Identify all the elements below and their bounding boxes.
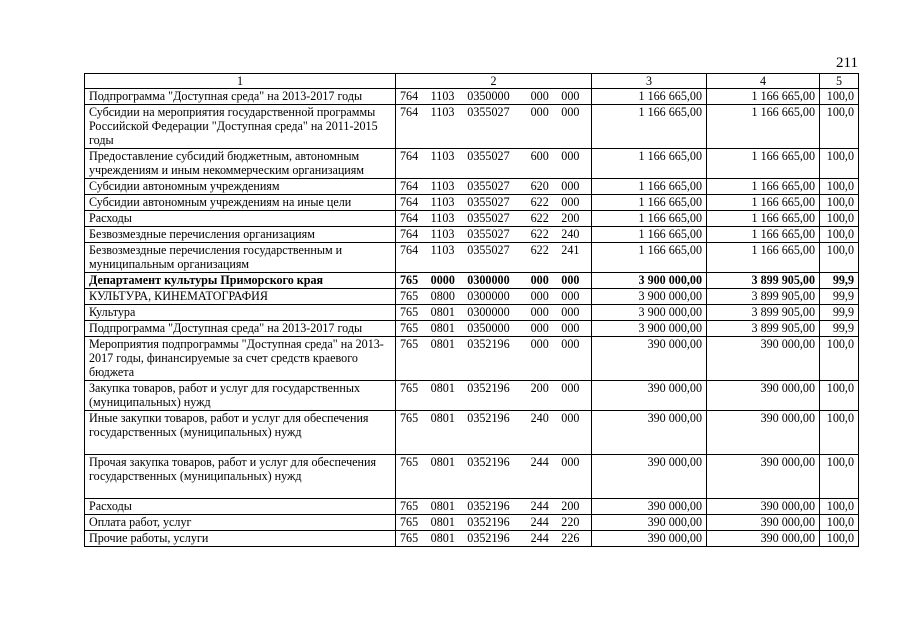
row-code-cell bbox=[396, 289, 592, 305]
table-row bbox=[85, 211, 859, 227]
percent-cell: 100,0 bbox=[820, 195, 859, 211]
code-c4: 620 bbox=[530, 179, 549, 193]
code-c5: 000 bbox=[561, 305, 580, 319]
code-c4: 000 bbox=[530, 105, 549, 119]
amount-executed-cell: 3 899 905,00 bbox=[707, 273, 820, 289]
table-row bbox=[85, 515, 859, 531]
code-c3: 0352196 bbox=[467, 337, 510, 351]
table-row bbox=[85, 337, 859, 381]
percent-cell: 100,0 bbox=[820, 211, 859, 227]
row-name-cell: Субсидии на мероприятия государственной программы Российской Федерации "Доступная среда" на 2011-2015 годы bbox=[85, 105, 396, 149]
code-c2: 0801 bbox=[430, 381, 455, 395]
percent-cell: 100,0 bbox=[820, 499, 859, 515]
amount-planned-cell: 1 166 665,00 bbox=[592, 211, 707, 227]
code-c1: 765 bbox=[400, 321, 419, 335]
amount-planned-cell: 3 900 000,00 bbox=[592, 289, 707, 305]
row-code-cell bbox=[396, 337, 592, 381]
code-c1: 764 bbox=[400, 195, 419, 209]
code-c2: 1103 bbox=[430, 179, 455, 193]
code-c3: 0352196 bbox=[467, 455, 510, 469]
code-c5: 000 bbox=[561, 149, 580, 163]
table-row bbox=[85, 273, 859, 289]
amount-planned-cell: 1 166 665,00 bbox=[592, 227, 707, 243]
code-c4: 000 bbox=[530, 289, 549, 303]
code-c3: 0350000 bbox=[467, 321, 510, 335]
amount-executed-cell: 3 899 905,00 bbox=[707, 289, 820, 305]
code-c4: 244 bbox=[530, 455, 549, 469]
code-c4: 600 bbox=[530, 149, 549, 163]
code-c5: 241 bbox=[561, 243, 580, 257]
amount-executed-cell: 3 899 905,00 bbox=[707, 321, 820, 337]
budget-table bbox=[84, 73, 859, 547]
percent-cell: 99,9 bbox=[820, 321, 859, 337]
amount-executed-cell: 1 166 665,00 bbox=[707, 243, 820, 273]
amount-executed-cell: 1 166 665,00 bbox=[707, 149, 820, 179]
row-code-cell bbox=[396, 227, 592, 243]
code-c3: 0352196 bbox=[467, 515, 510, 529]
amount-executed-cell: 3 899 905,00 bbox=[707, 305, 820, 321]
code-c3: 0352196 bbox=[467, 381, 510, 395]
row-code-cell bbox=[396, 381, 592, 411]
code-c2: 1103 bbox=[430, 227, 455, 241]
row-code-cell bbox=[396, 321, 592, 337]
code-c1: 765 bbox=[400, 289, 419, 303]
percent-cell: 100,0 bbox=[820, 381, 859, 411]
code-c4: 622 bbox=[530, 227, 549, 241]
row-name-cell: Безвозмездные перечисления организациям bbox=[85, 227, 396, 243]
table-row bbox=[85, 105, 859, 149]
percent-cell: 100,0 bbox=[820, 515, 859, 531]
code-c1: 765 bbox=[400, 381, 419, 395]
code-c1: 765 bbox=[400, 305, 419, 319]
table-row bbox=[85, 321, 859, 337]
code-c1: 765 bbox=[400, 515, 419, 529]
table-row bbox=[85, 149, 859, 179]
code-c5: 200 bbox=[561, 499, 580, 513]
code-c2: 0000 bbox=[430, 273, 455, 287]
row-name-cell: Иные закупки товаров, работ и услуг для обеспечения государственных (муниципальных) нужд bbox=[85, 411, 396, 455]
code-c5: 226 bbox=[561, 531, 580, 545]
code-c5: 000 bbox=[561, 455, 580, 469]
code-c5: 000 bbox=[561, 89, 580, 103]
code-c2: 0801 bbox=[430, 499, 455, 513]
row-code-cell bbox=[396, 195, 592, 211]
code-c1: 765 bbox=[400, 531, 419, 545]
code-c1: 764 bbox=[400, 211, 419, 225]
code-c4: 000 bbox=[530, 89, 549, 103]
header-cell-5: 5 bbox=[820, 74, 859, 89]
code-c4: 000 bbox=[530, 273, 549, 287]
code-c3: 0355027 bbox=[467, 105, 510, 119]
row-code-cell bbox=[396, 105, 592, 149]
code-c3: 0352196 bbox=[467, 411, 510, 425]
amount-planned-cell: 390 000,00 bbox=[592, 515, 707, 531]
code-c3: 0300000 bbox=[467, 273, 510, 287]
code-c2: 0801 bbox=[430, 455, 455, 469]
amount-planned-cell: 390 000,00 bbox=[592, 411, 707, 455]
table-row bbox=[85, 243, 859, 273]
header-cell-1: 1 bbox=[85, 74, 396, 89]
code-c3: 0355027 bbox=[467, 211, 510, 225]
code-c5: 200 bbox=[561, 211, 580, 225]
amount-executed-cell: 390 000,00 bbox=[707, 515, 820, 531]
table-row bbox=[85, 411, 859, 455]
percent-cell: 100,0 bbox=[820, 89, 859, 105]
percent-cell: 99,9 bbox=[820, 289, 859, 305]
percent-cell: 100,0 bbox=[820, 411, 859, 455]
row-code-cell bbox=[396, 499, 592, 515]
code-c2: 1103 bbox=[430, 149, 455, 163]
amount-executed-cell: 1 166 665,00 bbox=[707, 89, 820, 105]
code-c5: 000 bbox=[561, 337, 580, 351]
code-c2: 0801 bbox=[430, 337, 455, 351]
row-name-cell: Оплата работ, услуг bbox=[85, 515, 396, 531]
code-c3: 0352196 bbox=[467, 499, 510, 513]
percent-cell: 99,9 bbox=[820, 305, 859, 321]
row-code-cell bbox=[396, 149, 592, 179]
code-c5: 000 bbox=[561, 411, 580, 425]
code-c4: 622 bbox=[530, 211, 549, 225]
code-c5: 000 bbox=[561, 321, 580, 335]
table-row bbox=[85, 195, 859, 211]
code-c1: 765 bbox=[400, 337, 419, 351]
row-name-cell: Субсидии автономным учреждениям bbox=[85, 179, 396, 195]
amount-executed-cell: 390 000,00 bbox=[707, 499, 820, 515]
code-c3: 0355027 bbox=[467, 179, 510, 193]
code-c2: 0801 bbox=[430, 321, 455, 335]
code-c4: 200 bbox=[530, 381, 549, 395]
code-c3: 0355027 bbox=[467, 195, 510, 209]
row-code-cell bbox=[396, 89, 592, 105]
row-code-cell bbox=[396, 179, 592, 195]
code-c3: 0355027 bbox=[467, 243, 510, 257]
amount-planned-cell: 390 000,00 bbox=[592, 381, 707, 411]
amount-executed-cell: 390 000,00 bbox=[707, 381, 820, 411]
row-code-cell bbox=[396, 411, 592, 455]
code-c3: 0300000 bbox=[467, 305, 510, 319]
code-c5: 000 bbox=[561, 381, 580, 395]
amount-planned-cell: 1 166 665,00 bbox=[592, 195, 707, 211]
amount-planned-cell: 390 000,00 bbox=[592, 531, 707, 547]
row-name-cell: Департамент культуры Приморского края bbox=[85, 273, 396, 289]
code-c4: 240 bbox=[530, 411, 549, 425]
table-body bbox=[85, 74, 859, 547]
amount-executed-cell: 1 166 665,00 bbox=[707, 105, 820, 149]
amount-planned-cell: 390 000,00 bbox=[592, 337, 707, 381]
code-c2: 0801 bbox=[430, 515, 455, 529]
code-c4: 000 bbox=[530, 337, 549, 351]
code-c3: 0355027 bbox=[467, 149, 510, 163]
table-row bbox=[85, 381, 859, 411]
header-cell-4: 4 bbox=[707, 74, 820, 89]
table-row bbox=[85, 531, 859, 547]
row-code-cell bbox=[396, 273, 592, 289]
code-c1: 765 bbox=[400, 499, 419, 513]
code-c5: 000 bbox=[561, 195, 580, 209]
table-row bbox=[85, 179, 859, 195]
code-c4: 622 bbox=[530, 243, 549, 257]
percent-cell: 100,0 bbox=[820, 455, 859, 499]
row-name-cell: Предоставление субсидий бюджетным, автономным учреждениям и иным некоммерческим организациям bbox=[85, 149, 396, 179]
amount-planned-cell: 1 166 665,00 bbox=[592, 243, 707, 273]
row-name-cell: Мероприятия подпрограммы "Доступная среда" на 2013-2017 годы, финансируемые за счет средств краевого бюджета bbox=[85, 337, 396, 381]
code-c4: 622 bbox=[530, 195, 549, 209]
percent-cell: 100,0 bbox=[820, 337, 859, 381]
row-code-cell bbox=[396, 515, 592, 531]
code-c4: 000 bbox=[530, 305, 549, 319]
amount-planned-cell: 390 000,00 bbox=[592, 455, 707, 499]
code-c1: 765 bbox=[400, 273, 419, 287]
row-name-cell: Безвозмездные перечисления государственным и муниципальным организациям bbox=[85, 243, 396, 273]
amount-executed-cell: 390 000,00 bbox=[707, 411, 820, 455]
amount-executed-cell: 390 000,00 bbox=[707, 455, 820, 499]
amount-executed-cell: 390 000,00 bbox=[707, 337, 820, 381]
table-row bbox=[85, 455, 859, 499]
row-name-cell: Прочая закупка товаров, работ и услуг для обеспечения государственных (муниципальных) нужд bbox=[85, 455, 396, 499]
code-c2: 1103 bbox=[430, 105, 455, 119]
code-c2: 0800 bbox=[430, 289, 455, 303]
code-c4: 244 bbox=[530, 499, 549, 513]
row-name-cell: Культура bbox=[85, 305, 396, 321]
row-code-cell bbox=[396, 531, 592, 547]
row-name-cell: Расходы bbox=[85, 499, 396, 515]
row-name-cell: Субсидии автономным учреждениям на иные цели bbox=[85, 195, 396, 211]
page-number: 211 bbox=[836, 55, 858, 71]
code-c1: 764 bbox=[400, 105, 419, 119]
table-row bbox=[85, 289, 859, 305]
percent-cell: 99,9 bbox=[820, 273, 859, 289]
row-code-cell bbox=[396, 305, 592, 321]
code-c4: 244 bbox=[530, 515, 549, 529]
code-c2: 1103 bbox=[430, 211, 455, 225]
code-c2: 0801 bbox=[430, 411, 455, 425]
amount-planned-cell: 1 166 665,00 bbox=[592, 149, 707, 179]
code-c1: 764 bbox=[400, 179, 419, 193]
header-cell-3: 3 bbox=[592, 74, 707, 89]
row-name-cell: Прочие работы, услуги bbox=[85, 531, 396, 547]
table-row bbox=[85, 305, 859, 321]
table-row bbox=[85, 227, 859, 243]
table-row bbox=[85, 89, 859, 105]
row-name-cell: Расходы bbox=[85, 211, 396, 227]
code-c3: 0350000 bbox=[467, 89, 510, 103]
row-name-cell: КУЛЬТУРА, КИНЕМАТОГРАФИЯ bbox=[85, 289, 396, 305]
row-name-cell: Закупка товаров, работ и услуг для государственных (муниципальных) нужд bbox=[85, 381, 396, 411]
percent-cell: 100,0 bbox=[820, 105, 859, 149]
code-c5: 000 bbox=[561, 179, 580, 193]
amount-planned-cell: 3 900 000,00 bbox=[592, 321, 707, 337]
table-row bbox=[85, 499, 859, 515]
percent-cell: 100,0 bbox=[820, 531, 859, 547]
amount-executed-cell: 1 166 665,00 bbox=[707, 211, 820, 227]
amount-planned-cell: 390 000,00 bbox=[592, 499, 707, 515]
amount-executed-cell: 390 000,00 bbox=[707, 531, 820, 547]
code-c5: 220 bbox=[561, 515, 580, 529]
code-c3: 0352196 bbox=[467, 531, 510, 545]
code-c2: 0801 bbox=[430, 531, 455, 545]
amount-executed-cell: 1 166 665,00 bbox=[707, 227, 820, 243]
code-c1: 765 bbox=[400, 411, 419, 425]
code-c1: 764 bbox=[400, 227, 419, 241]
amount-planned-cell: 3 900 000,00 bbox=[592, 305, 707, 321]
percent-cell: 100,0 bbox=[820, 149, 859, 179]
row-name-cell: Подпрограмма "Доступная среда" на 2013-2017 годы bbox=[85, 321, 396, 337]
code-c5: 000 bbox=[561, 289, 580, 303]
code-c2: 0801 bbox=[430, 305, 455, 319]
code-c5: 000 bbox=[561, 105, 580, 119]
amount-planned-cell: 1 166 665,00 bbox=[592, 105, 707, 149]
row-code-cell bbox=[396, 455, 592, 499]
percent-cell: 100,0 bbox=[820, 227, 859, 243]
code-c1: 764 bbox=[400, 243, 419, 257]
header-cell-2: 2 bbox=[396, 74, 592, 89]
row-code-cell bbox=[396, 243, 592, 273]
code-c1: 764 bbox=[400, 89, 419, 103]
amount-planned-cell: 3 900 000,00 bbox=[592, 273, 707, 289]
row-code-cell bbox=[396, 211, 592, 227]
code-c2: 1103 bbox=[430, 195, 455, 209]
amount-executed-cell: 1 166 665,00 bbox=[707, 195, 820, 211]
code-c1: 765 bbox=[400, 455, 419, 469]
code-c2: 1103 bbox=[430, 89, 455, 103]
code-c1: 764 bbox=[400, 149, 419, 163]
code-c4: 000 bbox=[530, 321, 549, 335]
code-c3: 0300000 bbox=[467, 289, 510, 303]
percent-cell: 100,0 bbox=[820, 179, 859, 195]
table-header-row bbox=[85, 74, 859, 89]
amount-executed-cell: 1 166 665,00 bbox=[707, 179, 820, 195]
amount-planned-cell: 1 166 665,00 bbox=[592, 179, 707, 195]
code-c3: 0355027 bbox=[467, 227, 510, 241]
code-c2: 1103 bbox=[430, 243, 455, 257]
code-c5: 240 bbox=[561, 227, 580, 241]
row-name-cell: Подпрограмма "Доступная среда" на 2013-2017 годы bbox=[85, 89, 396, 105]
amount-planned-cell: 1 166 665,00 bbox=[592, 89, 707, 105]
code-c4: 244 bbox=[530, 531, 549, 545]
code-c5: 000 bbox=[561, 273, 580, 287]
percent-cell: 100,0 bbox=[820, 243, 859, 273]
